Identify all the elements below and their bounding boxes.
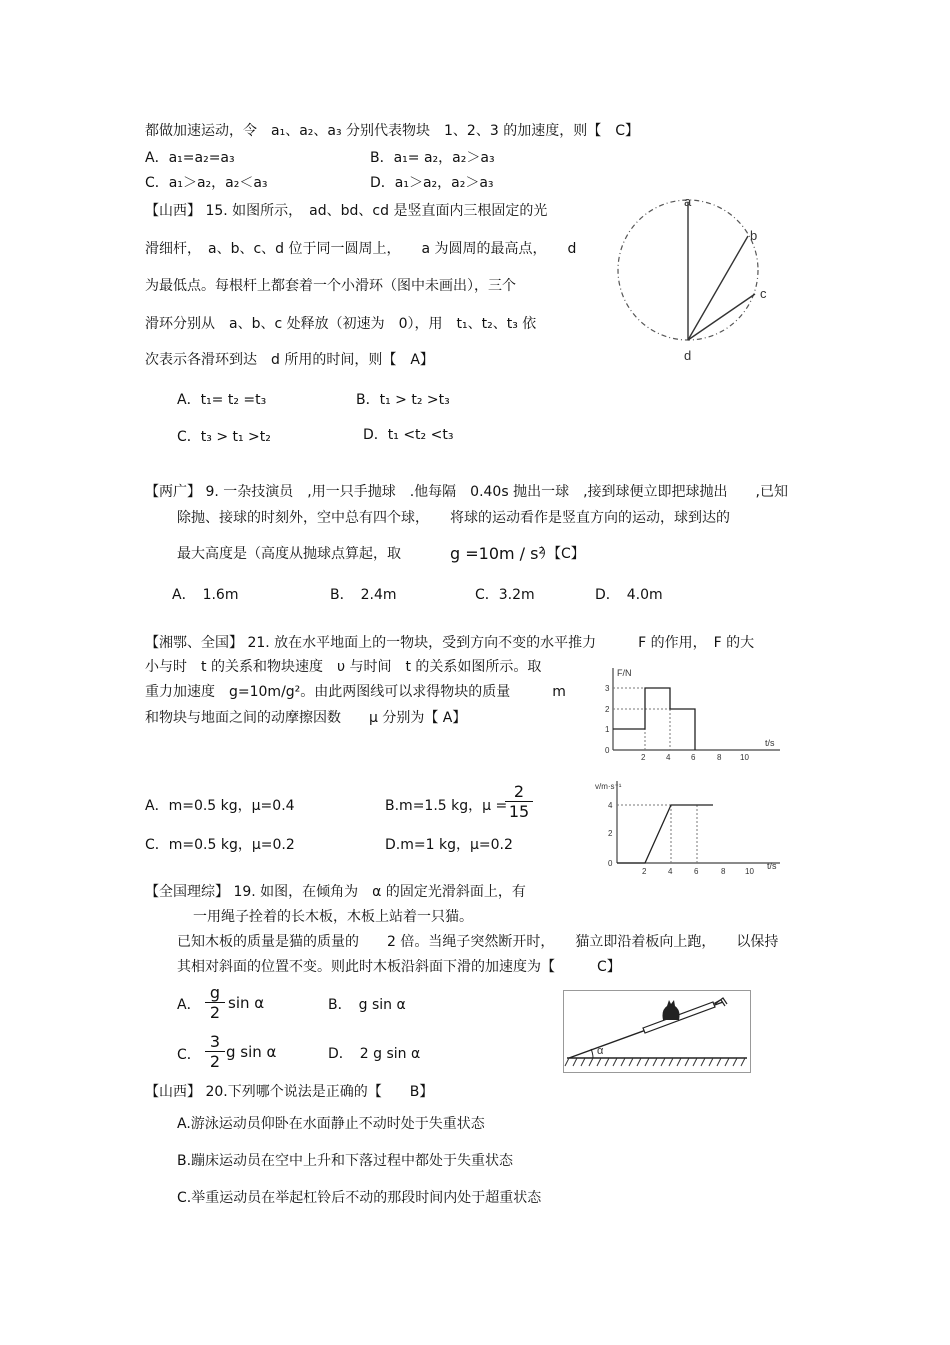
rod-cd	[688, 294, 755, 340]
y-tick: 0	[608, 859, 613, 868]
q2-option-d: D．t₁ <t₂ <t₃	[363, 427, 454, 443]
x-tick: 8	[721, 867, 726, 876]
x-tick: 10	[740, 753, 749, 762]
label-c: c	[760, 286, 767, 301]
q3-line3b: ）【C】	[540, 546, 585, 562]
q1-stem: 都做加速运动，令 a₁、a₂、a₃ 分别代表物块 1、2、3 的加速度，则【 C】	[145, 123, 639, 139]
q3-option-d: D． 4.0m	[595, 587, 663, 603]
q5-line1: 【全国理综】 19. 如图，在倾角为 α 的固定光滑斜面上，有	[145, 884, 526, 900]
fraction-denominator: 2	[205, 1002, 225, 1022]
label-b: b	[750, 228, 758, 243]
cat-icon	[663, 1000, 680, 1020]
q3-option-b: B． 2.4m	[330, 587, 397, 603]
ground-hatching	[565, 1058, 745, 1066]
q1-option-b: B．a₁= a₂，a₂＞a₃	[370, 150, 495, 166]
q2-line3: 为最低点。每根杆上都套着一个小滑环（图中未画出），三个	[145, 278, 516, 294]
label-a: a	[684, 194, 692, 209]
y-tick: 0	[605, 746, 610, 755]
q4-option-d: D.m=1 kg，μ=0.2	[385, 837, 513, 853]
q5-option-a-tail: sin α	[228, 994, 265, 1012]
q3-line3a: 最大高度是（高度从抛球点算起，取	[177, 546, 401, 562]
q5-option-d: D． 2 g sin α	[328, 1046, 421, 1062]
y-tick: 3	[605, 684, 610, 693]
rod-bd	[688, 236, 748, 340]
fraction-denominator: 2	[205, 1051, 225, 1071]
q3-line2: 除抛、接球的时刻外，空中总有四个球， 将球的运动看作是竖直方向的运动，球到达的	[177, 510, 730, 526]
y-tick: 4	[608, 801, 613, 810]
fraction-numerator: 3	[209, 1032, 221, 1051]
q5-option-a-label: A．	[177, 997, 201, 1013]
q1-option-c: C．a₁＞a₂，a₂＜a₃	[145, 175, 268, 191]
x-tick: 2	[641, 753, 646, 762]
q1-option-d: D．a₁＞a₂，a₂＞a₃	[370, 175, 494, 191]
q5-line3: 已知木板的质量是猫的质量的 2 倍。当绳子突然断开时， 猫立即沿着板向上跑， 以保持	[177, 934, 779, 950]
q5-option-b: B． g sin α	[328, 997, 406, 1013]
x-tick: 6	[694, 867, 699, 876]
q4-line1: 【湘鄂、全国】 21. 放在水平地面上的一物块，受到方向不变的水平推力 F 的作用， F 的大	[145, 635, 755, 651]
q5-line4: 其相对斜面的位置不变。则此时木板沿斜面下滑的加速度为【 C】	[177, 959, 621, 975]
fraction-numerator: 2	[513, 782, 525, 801]
q6-line1: 【山西】 20.下列哪个说法是正确的【 B】	[145, 1084, 434, 1100]
q2-option-b: B．t₁ > t₂ >t₃	[356, 392, 450, 408]
q5-line2: 一用绳子拴着的长木板，木板上站着一只猫。	[193, 909, 473, 925]
q4-option-c: C．m=0.5 kg，μ=0.2	[145, 837, 295, 853]
y-tick: 2	[608, 829, 613, 838]
y-axis-label: v/m·s⁻¹	[595, 782, 622, 791]
y-tick: 1	[605, 725, 610, 734]
q2-line1: 【山西】 15. 如图所示， ad、bd、cd 是竖直面内三根固定的光	[145, 203, 548, 219]
q2-option-c: C．t₃ > t₁ >t₂	[177, 429, 271, 445]
x-tick: 2	[642, 867, 647, 876]
q5-option-c-fraction	[205, 1032, 225, 1071]
velocity-time-graph	[595, 775, 790, 880]
x-tick: 4	[668, 867, 673, 876]
y-axis-label: F/N	[617, 668, 632, 678]
q1-option-a: A．a₁=a₂=a₃	[145, 150, 235, 166]
circle-rods-figure	[610, 190, 780, 365]
q3-option-c: C．3.2m	[475, 587, 535, 603]
q6-option-b: B.蹦床运动员在空中上升和下落过程中都处于失重状态	[177, 1153, 514, 1169]
q3-line1: 【两广】 9. 一杂技演员 ,用一只手抛球 .他每隔 0.40s 抛出一球 ,接到球便立即把球抛出 ,已知	[145, 484, 788, 500]
incline-cat-figure	[563, 990, 751, 1073]
x-tick: 10	[745, 867, 754, 876]
fraction-denominator: 15	[505, 801, 533, 821]
q3-option-a: A． 1.6m	[172, 587, 239, 603]
q2-line4: 滑环分别从 a、b、c 处释放（初速为 0），用 t₁、t₂、t₃ 依	[145, 316, 537, 332]
q2-option-a: A．t₁= t₂ =t₃	[177, 392, 267, 408]
q4-option-a: A．m=0.5 kg，μ=0.4	[145, 798, 295, 814]
q5-option-c-tail: g sin α	[226, 1043, 277, 1061]
force-time-graph	[595, 662, 790, 762]
q5-option-a-fraction	[205, 983, 225, 1022]
x-tick: 8	[717, 753, 722, 762]
fraction-numerator: g	[209, 983, 221, 1002]
q4-line3: 重力加速度 g=10m/g²。由此两图线可以求得物块的质量 m	[145, 684, 566, 700]
angle-label: α	[597, 1045, 604, 1057]
q6-option-c: C.举重运动员在举起杠铃后不动的那段时间内处于超重状态	[177, 1190, 542, 1206]
label-d: d	[684, 348, 692, 363]
q4-option-b: B.m=1.5 kg，μ =	[385, 798, 508, 814]
q4-line4: 和物块与地面之间的动摩擦因数 μ 分别为【 A】	[145, 710, 467, 726]
x-tick: 4	[666, 753, 671, 762]
q2-line5: 次表示各滑环到达 d 所用的时间，则【 A】	[145, 352, 434, 368]
force-curve	[613, 688, 695, 750]
velocity-curve	[617, 805, 713, 863]
x-tick: 6	[691, 753, 696, 762]
y-tick: 2	[605, 705, 610, 714]
q4-line2: 小与时 t 的关系和物块速度 υ 与时间 t 的关系如图所示。取	[145, 659, 542, 675]
x-axis-label: t/s	[767, 861, 777, 871]
x-axis-label: t/s	[765, 738, 775, 748]
q2-line2: 滑细杆， a、b、c、d 位于同一圆周上， a 为圆周的最高点， d	[145, 241, 577, 257]
angle-arc	[591, 1049, 593, 1058]
q4-option-b-fraction	[505, 782, 533, 821]
q3-g-formula: g =10m / s²	[450, 544, 545, 563]
q6-option-a: A.游泳运动员仰卧在水面静止不动时处于失重状态	[177, 1116, 485, 1132]
q5-option-c-label: C．	[177, 1047, 201, 1063]
